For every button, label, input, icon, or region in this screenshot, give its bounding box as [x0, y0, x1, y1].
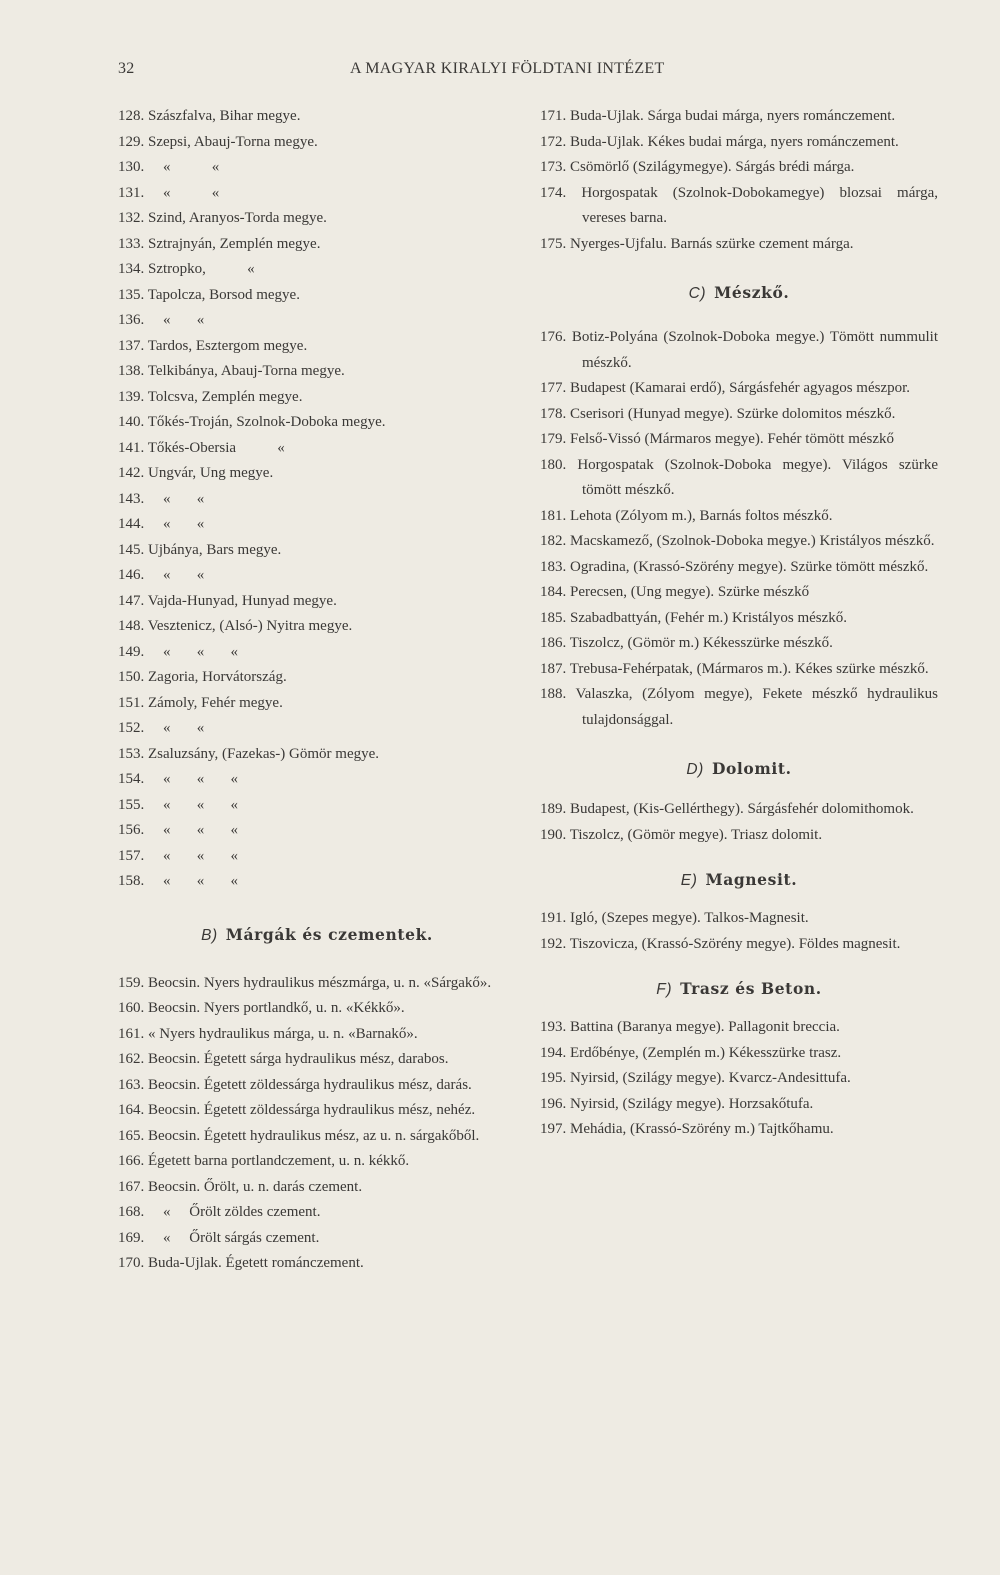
list-entry: 165. Beocsin. Égetett hydraulikus mész, az u. n. sárgakőből. [118, 1127, 480, 1144]
list-entry: 145. Ujbánya, Bars megye. [118, 541, 282, 558]
list-entry: 133. Sztrajnyán, Zemplén megye. [118, 235, 321, 252]
header-title: A MAGYAR KIRALYI FÖLDTANI INTÉZET [350, 60, 665, 77]
entry-list-c [540, 325, 938, 733]
section-title: Mészkő. [714, 283, 790, 302]
list-entry: 196. Nyirsid, (Szilágy megye). Horzsakőtufa. [540, 1095, 814, 1112]
list-entry: 187. Trebusa-Fehérpatak, (Mármaros m.). Kékes szürke mészkő. [540, 660, 929, 677]
list-entry: 136. « « [118, 312, 205, 328]
list-entry: 150. Zagoria, Horvátország. [118, 669, 287, 685]
section-heading-f [540, 979, 938, 999]
list-entry: 149. « « « [118, 643, 238, 660]
section-heading-c [540, 283, 938, 303]
list-entry: 173. Csömörlő (Szilágymegye). Sárgás brédi márga. [540, 159, 855, 175]
running-header [118, 60, 928, 84]
list-entry: 131. « « [118, 184, 220, 201]
list-entry: 142. Ungvár, Ung megye. [118, 465, 274, 481]
list-entry: 153. Zsaluzsány, (Fazekas-) Gömör megye. [118, 745, 380, 762]
list-entry: 190. Tiszolcz, (Gömör megye). Triasz dolomit. [540, 826, 823, 843]
list-entry: 140. Tőkés-Troján, Szolnok-Doboka megye. [118, 414, 386, 430]
list-entry: 194. Erdőbénye, (Zemplén m.) Kékesszürke trasz. [540, 1044, 842, 1061]
list-entry: 191. Igló, (Szepes megye). Talkos-Magnesit. [540, 910, 809, 926]
list-entry: 182. Macskamező, (Szolnok-Doboka megye.) Kristályos mészkő. [540, 533, 935, 549]
list-entry: 168. « Őrölt zöldes czement. [118, 1204, 321, 1220]
list-entry: 158. « « « [118, 873, 238, 889]
list-entry: 151. Zámoly, Fehér megye. [118, 694, 283, 711]
list-entry: 167. Beocsin. Őrölt, u. n. darás czement. [118, 1178, 363, 1195]
list-entry: 134. Sztropko, « [118, 261, 255, 277]
list-entry: 171. Buda-Ujlak. Sárga budai márga, nyers románczement. [540, 108, 896, 124]
list-entry: 172. Buda-Ujlak. Kékes budai márga, nyers románczement. [540, 133, 899, 150]
entry-list-e [540, 906, 938, 957]
list-entry: 179. Felső-Vissó (Mármaros megye). Fehér tömött mészkő [540, 431, 895, 447]
list-entry: 178. Cserisori (Hunyad megye). Szürke dolomitos mészkő. [540, 405, 896, 422]
section-heading-e [540, 870, 938, 890]
list-entry: 162. Beocsin. Égetett sárga hydraulikus mész, darabos. [118, 1051, 449, 1067]
list-entry: 164. Beocsin. Égetett zöldessárga hydraulikus mész, nehéz. [118, 1102, 476, 1118]
list-entry: 195. Nyirsid, (Szilágy megye). Kvarcz-Andesittufa. [540, 1070, 851, 1086]
list-entry: 189. Budapest, (Kis-Gellérthegy). Sárgásfehér dolomithomok. [540, 801, 914, 817]
list-entry: 128. Szászfalva, Bihar megye. [118, 108, 301, 124]
list-entry: 176. Botiz-Polyána (Szolnok-Doboka megye.) Tömött nummulit mészkő. [540, 329, 938, 371]
list-entry: 161. « Nyers hydraulikus márga, u. n. «Barnakő». [118, 1025, 418, 1042]
list-entry: 152. « « [118, 720, 205, 736]
list-entry: 139. Tolcsva, Zemplén megye. [118, 388, 303, 405]
list-entry: 184. Perecsen, (Ung megye). Szürke mészkő [540, 584, 810, 600]
section-letter: F) [656, 981, 673, 998]
list-entry: 157. « « « [118, 847, 238, 864]
list-entry: 197. Mehádia, (Krassó-Szörény m.) Tajtkőhamu. [540, 1121, 834, 1137]
list-entry: 143. « « [118, 490, 205, 507]
entry-list-a [118, 104, 516, 895]
list-entry: 130. « « [118, 159, 220, 175]
list-entry: 129. Szepsi, Abauj-Torna megye. [118, 133, 318, 150]
section-letter: E) [680, 872, 698, 889]
list-entry: 180. Horgospatak (Szolnok-Doboka megye). Világos szürke tömött mészkő. [540, 456, 938, 498]
list-entry: 175. Nyerges-Ujfalu. Barnás szürke czement márga. [540, 235, 854, 252]
list-entry: 137. Tardos, Esztergom megye. [118, 337, 308, 354]
list-entry: 188. Valaszka, (Zólyom megye), Fekete mészkő hydraulikus tulajdonsággal. [540, 686, 938, 728]
list-entry: 181. Lehota (Zólyom m.), Barnás foltos mészkő. [540, 507, 833, 524]
list-entry: 154. « « « [118, 771, 238, 787]
left-column [118, 104, 516, 1277]
list-entry: 186. Tiszolcz, (Gömör m.) Kékesszürke mészkő. [540, 635, 833, 651]
list-entry: 193. Battina (Baranya megye). Pallagonit breccia. [540, 1019, 840, 1035]
list-entry: 146. « « [118, 567, 205, 583]
entry-list-b-continued [540, 104, 938, 257]
entry-list-b [118, 971, 516, 1277]
list-entry: 169. « Őrölt sárgás czement. [118, 1229, 320, 1246]
list-entry: 156. « « « [118, 822, 238, 838]
section-title: Dolomit. [711, 759, 792, 778]
list-entry: 148. Vesztenicz, (Alsó-) Nyitra megye. [118, 618, 353, 634]
list-entry: 138. Telkibánya, Abauj-Torna megye. [118, 363, 345, 379]
section-heading-d [540, 759, 938, 779]
section-title: Trasz és Beton. [680, 979, 822, 998]
list-entry: 166. Égetett barna portlandczement, u. n. kékkő. [118, 1153, 410, 1169]
list-entry: 174. Horgospatak (Szolnok-Dobokamegye) blozsai márga, vereses barna. [540, 184, 938, 226]
list-entry: 135. Tapolcza, Borsod megye. [118, 286, 300, 303]
section-letter: C) [688, 285, 707, 302]
section-letter: B) [201, 926, 218, 944]
list-entry: 132. Szind, Aranyos-Torda megye. [118, 210, 327, 226]
section-heading-b [118, 925, 516, 945]
entry-list-d [540, 797, 938, 848]
list-entry: 147. Vajda-Hunyad, Hunyad megye. [118, 592, 337, 609]
section-title: Magnesit. [705, 870, 798, 889]
list-entry: 183. Ogradina, (Krassó-Szörény megye). Szürke tömött mészkő. [540, 558, 929, 575]
section-letter: D) [686, 761, 704, 778]
list-entry: 160. Beocsin. Nyers portlandkő, u. n. «Kékkő». [118, 1000, 405, 1016]
list-entry: 163. Beocsin. Égetett zöldessárga hydraulikus mész, darás. [118, 1076, 472, 1093]
page-number: 32 [118, 60, 135, 77]
list-entry: 177. Budapest (Kamarai erdő), Sárgásfehér agyagos mészpor. [540, 380, 911, 396]
list-entry: 170. Buda-Ujlak. Égetett románczement. [118, 1255, 364, 1271]
list-entry: 144. « « [118, 516, 205, 532]
list-entry: 185. Szabadbattyán, (Fehér m.) Kristályos mészkő. [540, 609, 848, 626]
list-entry: 159. Beocsin. Nyers hydraulikus mészmárga, u. n. «Sárgakő». [118, 974, 492, 991]
entry-list-f [540, 1015, 938, 1143]
list-entry: 155. « « « [118, 796, 238, 813]
section-title: Márgák és czementek. [225, 924, 433, 944]
right-column [540, 104, 938, 1143]
list-entry: 192. Tiszovicza, (Krassó-Szörény megye). Földes magnesit. [540, 935, 901, 952]
list-entry: 141. Tőkés-Obersia « [118, 439, 285, 456]
